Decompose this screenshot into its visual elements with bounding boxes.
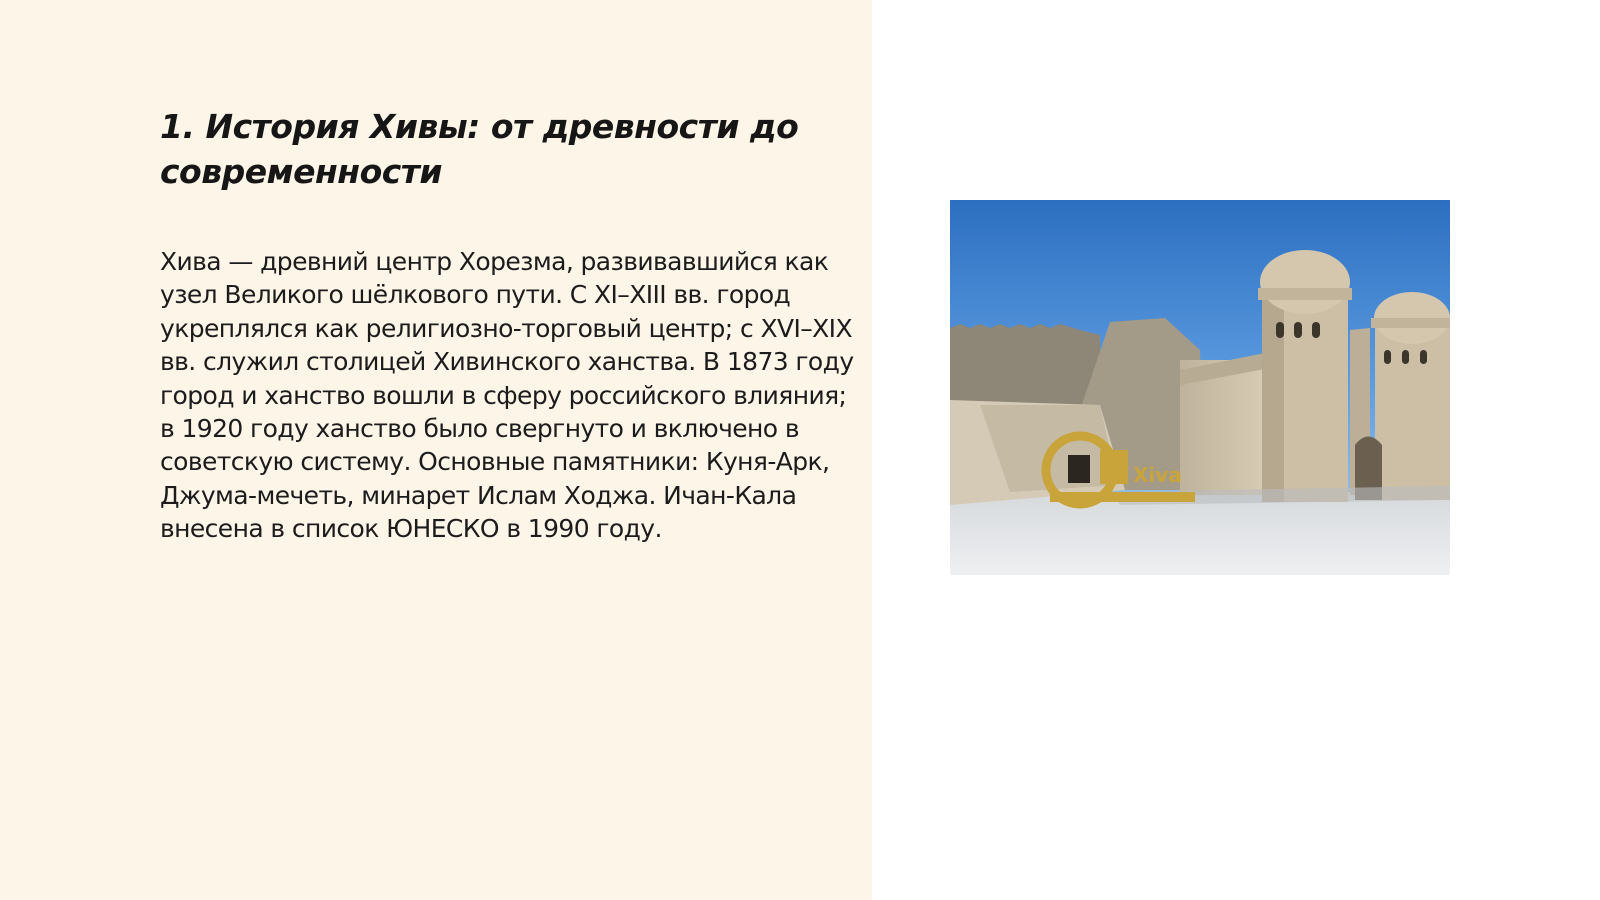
khiva-gate-photo xyxy=(950,200,1450,575)
slide-body-text: Хива — древний центр Хорезма, развивавшийся как узел Великого шёлкового пути. С XI–XIII вв. город укреплялся как религиозно-торговый центр; с XVI–XIX вв. служил столицей Хивинского ханства. В 1873 году город и ханство вошли в сферу российского влияния; в 1920 году ханство было свергнуто и включено в советскую систему. Основные памятники: Куня-Арк, Джума-мечеть, минарет Ислам Ходжа. Ичан-Кала внесена в список ЮНЕСКО в 1990 году. xyxy=(160,247,854,544)
photo-sign-text: Xiva xyxy=(1133,463,1182,487)
slide-title: 1. История Хивы: от древности до современности xyxy=(160,107,799,191)
